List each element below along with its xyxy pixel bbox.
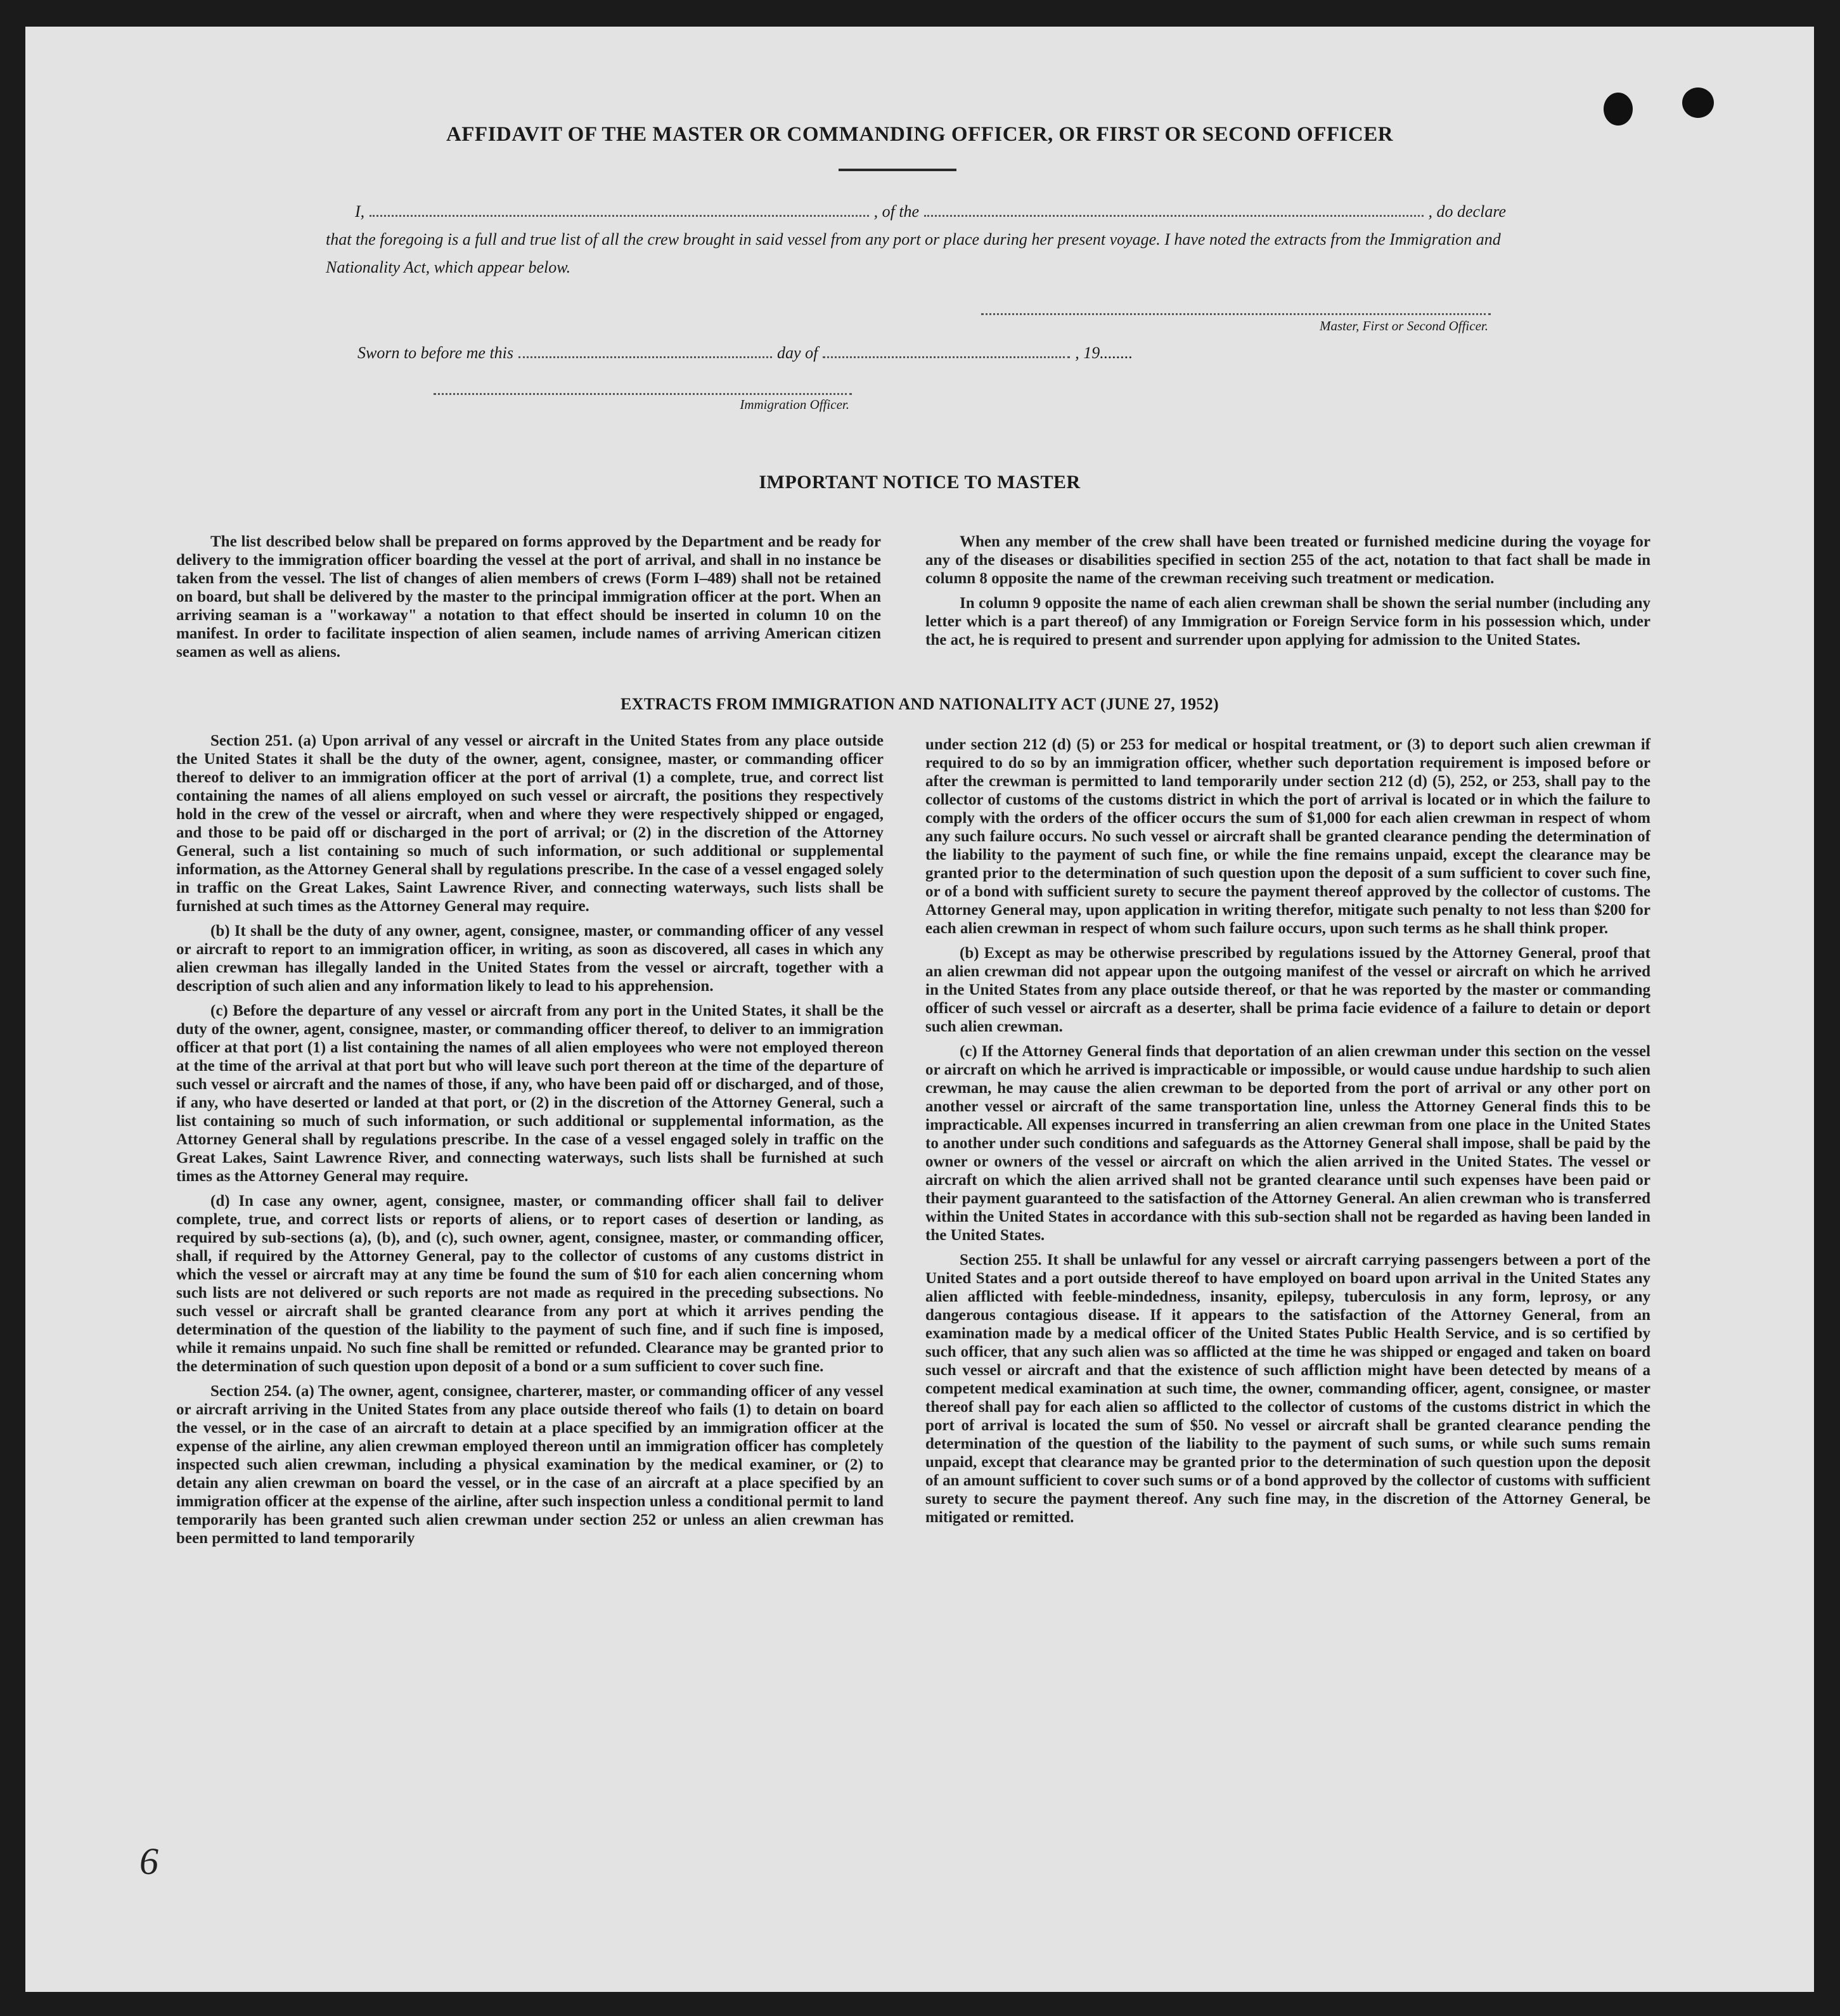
- notice-heading: IMPORTANT NOTICE TO MASTER: [759, 472, 1081, 493]
- section-paragraph: (b) Except as may be otherwise prescribed by regulations issued by the Attorney General, proof that an alien crewman did not appear upon the outgoing manifest of the vessel or aircraft on which he arrived in the United States from any place outside thereof, or that he was reported by the master or commanding officer of such vessel or aircraft as a deserter, shall be prima facie evidence of a failure to detain or deport such alien crewman.: [925, 945, 1650, 1035]
- notice-paragraph: The list described below shall be prepared on forms approved by the Department and be ready for delivery to the immigration officer boarding the vessel at the port of arrival, and shall in no instance be taken from the vessel. The list of changes of alien members of crews (Form I–489) shall not be retained on board, but shall be delivered by the master to the principal immigration officer at the port. When an arriving seaman is a "workaway" a notation to that effect should be inserted in column 10 on the manifest. In order to facilitate inspection of alien seamen, include names of arriving American citizen seamen as well as aliens.: [176, 533, 881, 661]
- immigration-officer-signature-line: [434, 393, 852, 395]
- sworn-line: [357, 341, 1207, 363]
- master-signature-line: [981, 313, 1491, 315]
- sworn-prefix: Sworn to before me this: [357, 344, 514, 362]
- declaration-line: [355, 200, 1506, 221]
- ink-blot: [1682, 87, 1714, 118]
- section-paragraph: under section 212 (d) (5) or 253 for medical or hospital treatment, or (3) to deport such alien crewman if required to do so by an immigration officer, whether such deportation requirement is imposed before or after the crewman is permitted to land temporarily under section 212 (d) (5), 252, or 253, shall pay to the collector of customs of the customs district in which the port of arrival is located or in which the failure to comply with the orders of the officer occurs the sum of $1,000 for each alien crewman in respect of whom any such failure occurs. No such vessel or aircraft shall be granted clearance pending the determination of the liability to the payment of such fine, or while the fine remains unpaid, except the clearance may be granted prior to the determination of such question upon the deposit of a sum sufficient to cover such fine, or of a bond with sufficient surety to secure the payment thereof approved by the collector of customs. The Attorney General may, upon application in writing therefor, mitigate such penalty to not less than $200 for each alien crewman in respect of whom such failure occurs, upon such terms as he shall think proper.: [925, 736, 1650, 937]
- extracts-left-column: [176, 732, 884, 1554]
- section-paragraph: Section 255. It shall be unlawful for any vessel or aircraft carrying passengers between a port of the United States and a port outside thereof to have employed on board upon arrival in the United States any alien afflicted with feeble-mindedness, insanity, epilepsy, tuberculosis in any form, leprosy, or any dangerous contagious disease. If it appears to the satisfaction of the Attorney General, from an examination made by a medical officer of the United States Public Health Service, and is so certified by such officer, that any such alien was so afflicted at the time he was shipped or engaged and taken on board such vessel or aircraft and that the existence of such affliction might have been detected by means of a competent medical examination at such time, the owner, commanding officer, agent, consignee, or master thereof shall pay for each alien so afflicted to the collector of customs of the customs district in which the port of arrival is located the sum of $50. No vessel or aircraft shall be granted clearance pending the determination of the question of the liability to the payment of such sums, or while such sums remain unpaid, except that clearance may be granted prior to the determination of such question upon the deposit of an amount sufficient to cover such sums or of a bond approved by the collector of customs with sufficient surety to secure the payment thereof. Any such fine may, in the discretion of the Attorney General, be mitigated or remitted.: [925, 1251, 1650, 1526]
- section-paragraph: (d) In case any owner, agent, consignee, master, or commanding officer shall fail to deliver complete, true, and correct lists or reports of aliens, or to report cases of desertion or landing, as required by sub-sections (a), (b), and (c), such owner, agent, consignee, master, or commanding officer, shall, if required by the Attorney General, pay to the collector of customs of any customs district in which the vessel or aircraft may at any time be found the sum of $10 for each alien concerning whom such lists are not delivered or such reports are not made as required in the preceding subsections. No such vessel or aircraft shall be granted clearance from any port at which it arrives pending the determination of the question of the liability to the payment of such fine, and if such fine is imposed, while it remains unpaid. No such fine shall be remitted or refunded. Clearance may be granted prior to the determination of such question upon deposit of a bond or a sum sufficient to cover such fine.: [176, 1192, 884, 1375]
- sworn-month-blank: [823, 341, 1070, 358]
- decl-of-the: , of the: [873, 202, 920, 221]
- name-blank: [370, 200, 868, 217]
- notice-right-column: [925, 533, 1650, 656]
- decl-do-declare: , do declare: [1428, 202, 1507, 221]
- sworn-year: , 19........: [1075, 344, 1133, 362]
- affidavit-title: AFFIDAVIT OF THE MASTER OR COMMANDING OFFICER, OR FIRST OR SECOND OFFICER: [446, 123, 1394, 146]
- declaration-text: that the foregoing is a full and true list of all the crew brought in said vessel from any port or place during her present voyage. I have noted the extracts from the Immigration and Nationality Act, which appear below.: [326, 230, 1501, 276]
- section-paragraph: (b) It shall be the duty of any owner, agent, consignee, master, or commanding officer of any vessel or aircraft to report to an immigration officer, in writing, as soon as discovered, all cases in which any alien crewman has illegally landed in the United States from the vessel or aircraft, together with a description of such alien and any information likely to lead to his apprehension.: [176, 922, 884, 995]
- section-paragraph: Section 254. (a) The owner, agent, consignee, charterer, master, or commanding officer of any vessel or aircraft arriving in the United States from any place outside thereof who fails (1) to detain on board the vessel, or in the case of an aircraft to detain at a place specified by an immigration officer at the expense of the airline, any alien crewman employed thereon until an immigration officer has completely inspected such alien crewman, including a physical examination by the medical examiner, or (2) to detain any alien crewman on board the vessel, or in the case of an aircraft at a place specified by an immigration officer at the expense of the airline, after such inspection unless a conditional permit to land temporarily has been granted such alien crewman under section 252 or unless an alien crewman has been permitted to land temporarily: [176, 1383, 884, 1547]
- sworn-day-of: day of: [777, 344, 818, 362]
- vessel-blank: [924, 200, 1423, 217]
- sworn-day-blank: [518, 341, 772, 358]
- title-rule: [839, 169, 956, 171]
- master-signature-label: Master, First or Second Officer.: [1320, 318, 1488, 333]
- ink-blot: [1604, 93, 1633, 126]
- handwritten-page-mark: 6: [139, 1840, 158, 1882]
- notice-left-column: [176, 533, 881, 668]
- notice-paragraph: When any member of the crew shall have been treated or furnished medicine during the voyage for any of the diseases or disabilities specified in section 255 of the act, notation to that fact shall be made in column 8 opposite the name of the crewman receiving such treatment or medication.: [925, 533, 1650, 587]
- extracts-heading: EXTRACTS FROM IMMIGRATION AND NATIONALITY ACT (JUNE 27, 1952): [620, 695, 1219, 713]
- section-paragraph: (c) If the Attorney General finds that deportation of an alien crewman under this section on the vessel or aircraft on which he arrived is impracticable or impossible, or would cause undue hardship to such alien crewman, he may cause the alien crewman to be deported from the port of arrival or any other port on another vessel or aircraft of the same transportation line, unless the Attorney General finds this to be impracticable. All expenses incurred in transferring an alien crewman from one place in the United States to another under such conditions and safeguards as the Attorney General shall impose, shall be paid by the owner or owners of the vessel or aircraft on which the alien arrived in the United States. The vessel or aircraft on which the alien arrived shall not be granted clearance until such expenses have been paid or their payment guaranteed to the satisfaction of the Attorney General. An alien crewman who is transferred within the United States in accordance with this sub-section shall not be regarded as having been landed in the United States.: [925, 1043, 1650, 1244]
- decl-i: I,: [355, 202, 365, 221]
- extracts-right-column: [925, 735, 1650, 1533]
- document-page: [25, 27, 1814, 1992]
- notice-paragraph: In column 9 opposite the name of each alien crewman shall be shown the serial number (including any letter which is a part thereof) of any Immigration or Foreign Service form in his possession which, under the act, he is required to present and surrender upon applying for admission to the United States.: [925, 595, 1650, 649]
- section-paragraph: (c) Before the departure of any vessel or aircraft from any port in the United States, it shall be the duty of the owner, agent, consignee, master, or commanding officer thereof, to deliver to an immigration officer at that port (1) a list containing the names of all alien employees who were not employed thereon at the time of the arrival at that port but who will leave such port thereon at the time of the departure of such vessel or aircraft and the names of those, if any, who have been paid off or discharged, and of those, if any, who have deserted or landed at that port, or (2) in the discretion of the Attorney General, such a list containing so much of such information, or such additional or supplemental information, as the Attorney General shall by regulations prescribe. In the case of a vessel engaged solely in traffic on the Great Lakes, Saint Lawrence River, and connecting waterways, such lists shall be furnished at such times as the Attorney General may require.: [176, 1002, 884, 1185]
- immigration-officer-label: Immigration Officer.: [740, 397, 849, 412]
- section-paragraph: Section 251. (a) Upon arrival of any vessel or aircraft in the United States from any place outside the United States it shall be the duty of the owner, agent, consignee, master, or commanding officer thereof to deliver to an immigration officer at the port of arrival (1) a complete, true, and correct list containing the names of all aliens employed on such vessel or aircraft, the positions they respectively hold in the crew of the vessel or aircraft, when and where they were respectively shipped or engaged, and those to be paid off or discharged in the port of arrival; or (2) in the discretion of the Attorney General, such a list containing so much of such information, or such additional or supplemental information, as the Attorney General shall by regulations prescribe. In the case of a vessel engaged solely in traffic on the Great Lakes, Saint Lawrence River, and connecting waterways, such lists shall be furnished at such times as the Attorney General may require.: [176, 732, 884, 915]
